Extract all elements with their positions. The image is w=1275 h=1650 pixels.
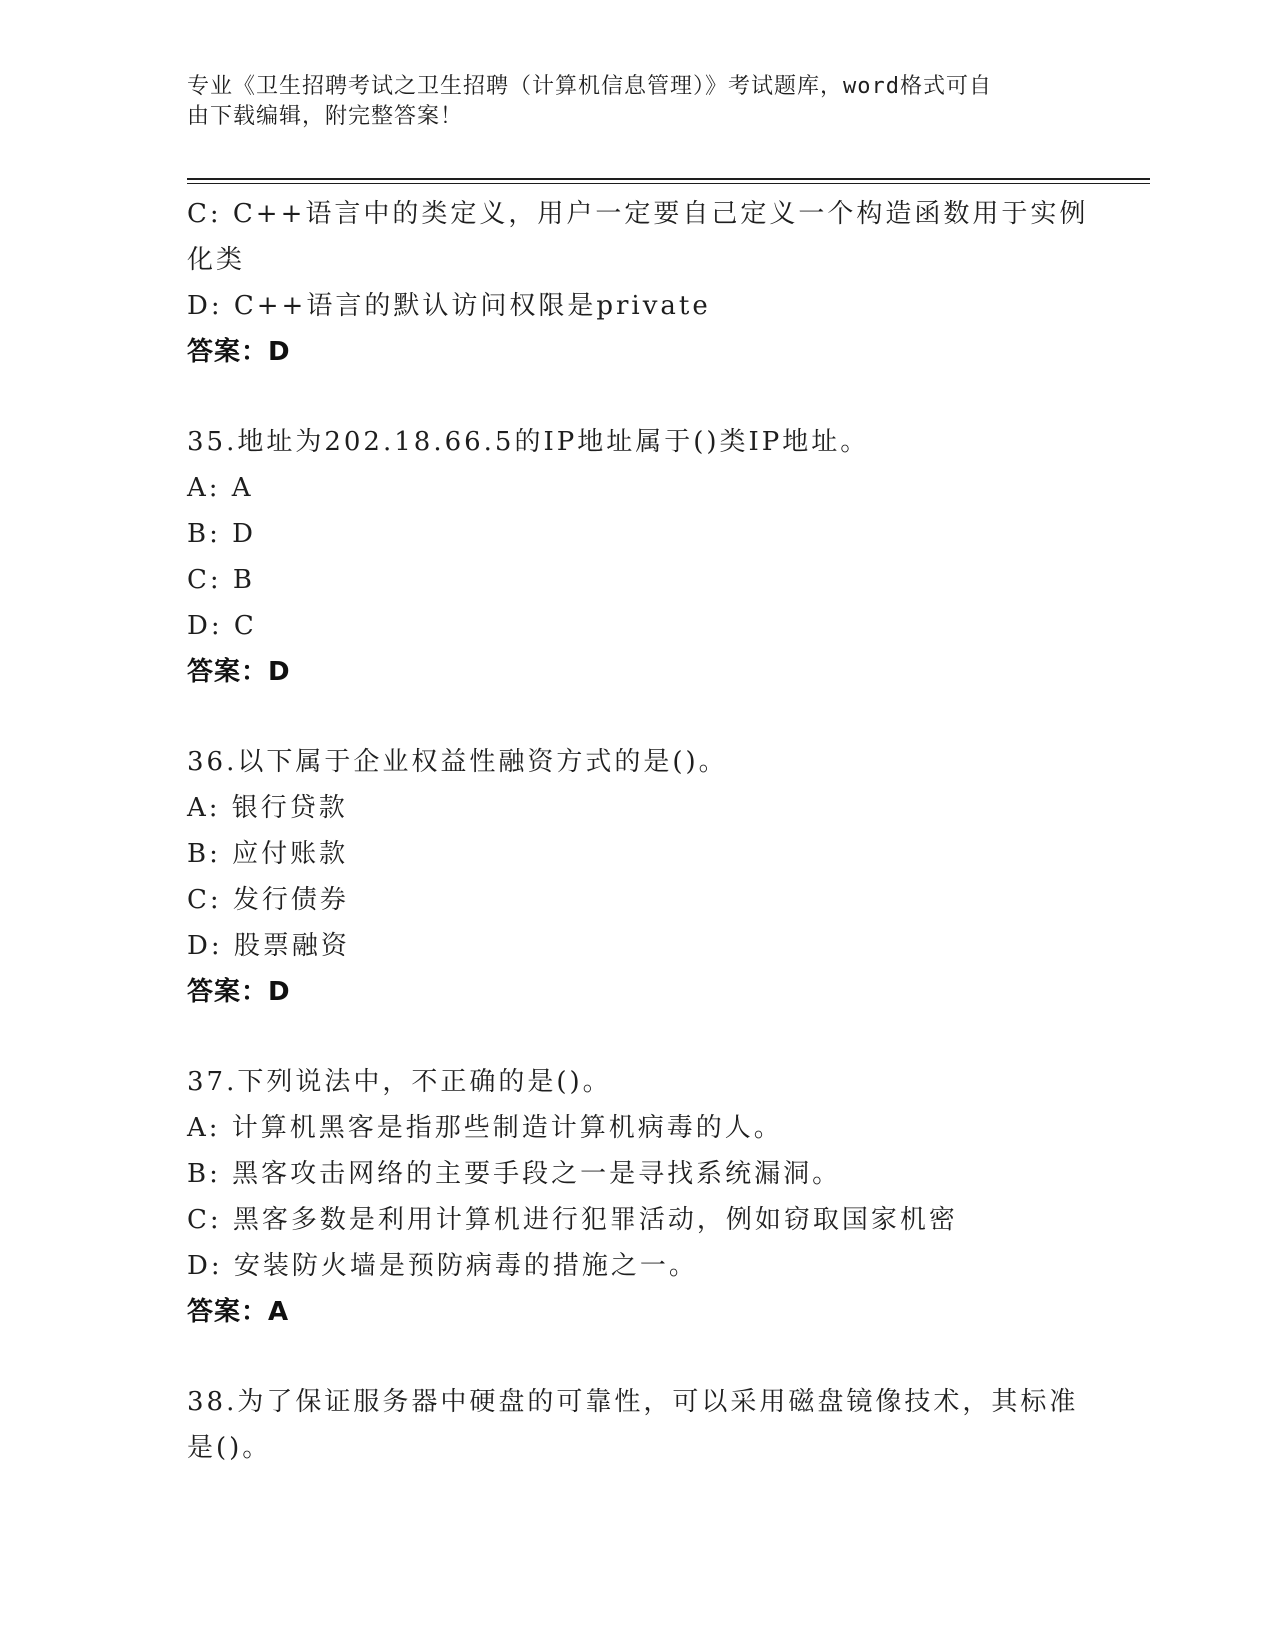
header-line-2: 由下载编辑，附完整答案！: [187, 104, 464, 129]
spacer: [187, 1015, 1087, 1059]
document-body: [187, 191, 1087, 1471]
question-38: [187, 1379, 1087, 1471]
header-rule-thin: [187, 183, 1150, 184]
option-a: A: 计算机黑客是指那些制造计算机病毒的人。: [187, 1113, 783, 1143]
question-stem: 38.为了保证服务器中硬盘的可靠性，可以采用磁盘镜像技术，其标准: [187, 1387, 1079, 1417]
answer: 答案：A: [187, 1297, 290, 1327]
continued-question: [187, 191, 1087, 375]
page-header: [187, 72, 1067, 132]
answer: 答案：D: [187, 657, 291, 687]
question-35: [187, 419, 1087, 695]
option-a: A: 银行贷款: [187, 793, 348, 823]
option-d: D: C: [187, 611, 257, 641]
question-36: [187, 739, 1087, 1015]
option-a: A: A: [187, 473, 254, 503]
option-b: B: 黑客攻击网络的主要手段之一是寻找系统漏洞。: [187, 1159, 842, 1189]
question-stem: 36.以下属于企业权益性融资方式的是()。: [187, 747, 728, 777]
answer: 答案：D: [187, 977, 291, 1007]
question-stem: 35.地址为202.18.66.5的IP地址属于()类IP地址。: [187, 427, 870, 457]
question-stem-continued: 是()。: [187, 1433, 272, 1463]
spacer: [187, 695, 1087, 739]
option-c: C: 黑客多数是利用计算机进行犯罪活动，例如窃取国家机密: [187, 1205, 958, 1235]
spacer: [187, 1335, 1087, 1379]
header-rule-thick: [187, 178, 1150, 180]
option-b: B: D: [187, 519, 256, 549]
option-b: B: 应付账款: [187, 839, 349, 869]
header-line-1: 专业《卫生招聘考试之卫生招聘（计算机信息管理）》考试题库，word格式可自: [187, 74, 992, 99]
option-c: C: 发行债券: [187, 885, 349, 915]
question-stem: 37.下列说法中，不正确的是()。: [187, 1067, 612, 1097]
question-37: [187, 1059, 1087, 1335]
option-c: C: C++语言中的类定义，用户一定要自己定义一个构造函数用于实例: [187, 199, 1089, 229]
option-c: C: B: [187, 565, 256, 595]
answer: 答案：D: [187, 337, 291, 367]
option-d: D: 安装防火墙是预防病毒的措施之一。: [187, 1251, 698, 1281]
spacer: [187, 375, 1087, 419]
option-d: D: C++语言的默认访问权限是private: [187, 291, 711, 321]
option-c-continued: 化类: [187, 245, 246, 275]
option-d: D: 股票融资: [187, 931, 350, 961]
